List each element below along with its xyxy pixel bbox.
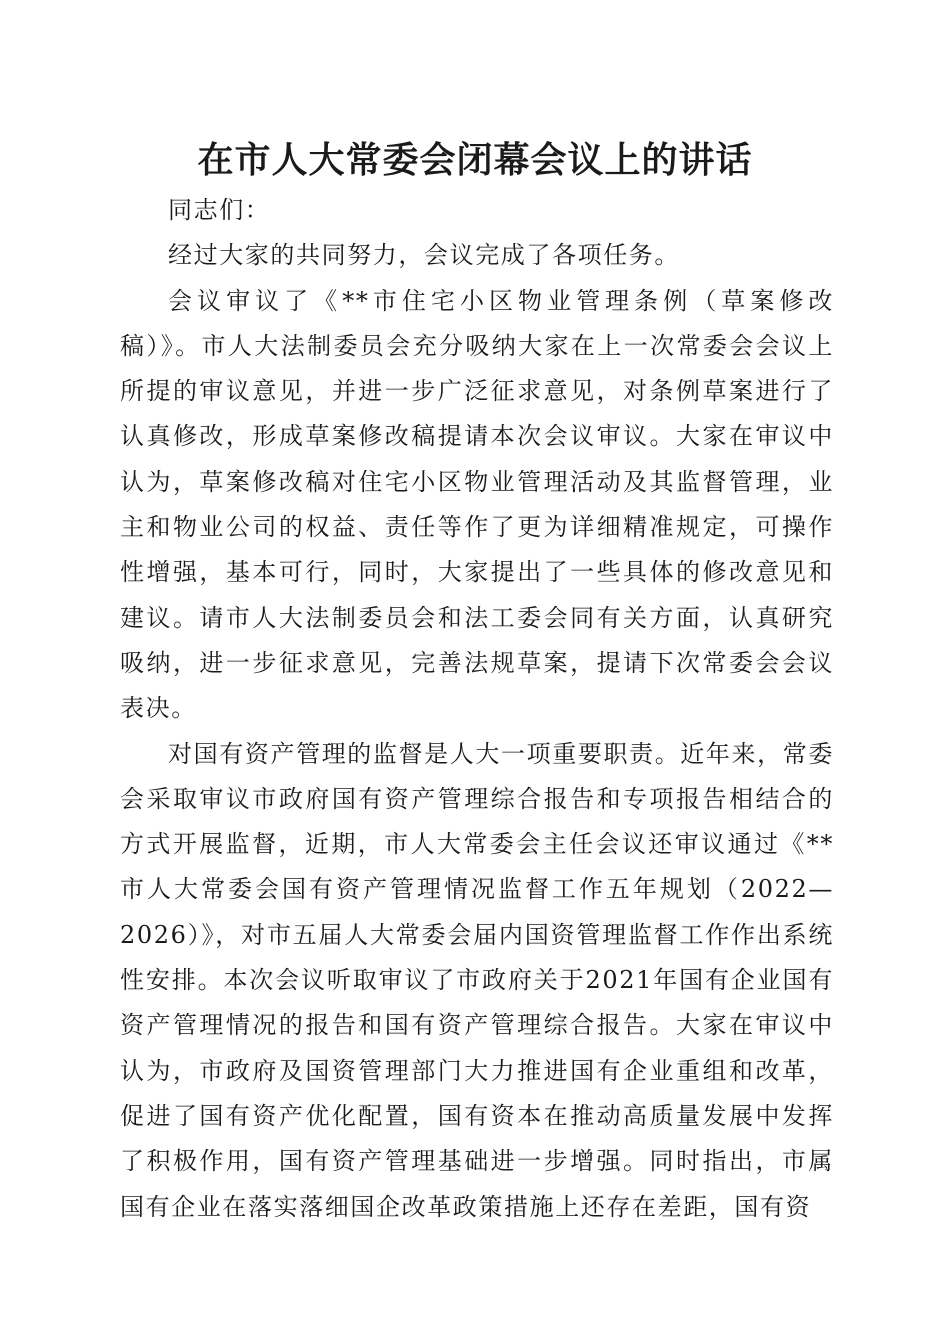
paragraph-1: 经过大家的共同努力，会议完成了各项任务。 [168,241,680,270]
paragraph-3: 对国有资产管理的监督是人大一项重要职责。近年来，常委会采取审议市政府国有资产管理综合报告和专项报告相结合的方式开展监督，近期，市人大常委会主任会议还审议通过《**市人大常委会国有资产管理情况监督工作五年规划（2022—2026）》，对市五届人大常委会届内国资管理监督工作作出系统性安排。本次会议听取审议了市政府关于2021年国有企业国有资产管理情况的报告和国有资产管理综合报告。大家在审议中认为，市政府及国资管理部门大力推进国有企业重组和改革，促进了国有资产优化配置，国有资本在推动高质量发展中发挥了积极作用，国有资产管理基础进一步增强。同时指出，市属国有企业在落实落细国企改革政策措施上还存在差距，国有资 [120,739,834,1221]
document-body [120,188,834,1230]
salutation: 同志们： [168,196,271,224]
paragraph-2: 会议审议了《**市住宅小区物业管理条例（草案修改稿）》。市人大法制委员会充分吸纳大家在上一次常委会会议上所提的审议意见，并进一步广泛征求意见，对条例草案进行了认真修改，形成草案修改稿提请本次会议审议。大家在审议中认为，草案修改稿对住宅小区物业管理活动及其监督管理，业主和物业公司的权益、责任等作了更为详细精准规定，可操作性增强，基本可行，同时，大家提出了一些具体的修改意见和建议。请市人大法制委员会和法工委会同有关方面，认真研究吸纳，进一步征求意见，完善法规草案，提请下次常委会会议表决。 [120,286,834,723]
document-title: 在市人大常委会闭幕会议上的讲话 [197,139,753,181]
